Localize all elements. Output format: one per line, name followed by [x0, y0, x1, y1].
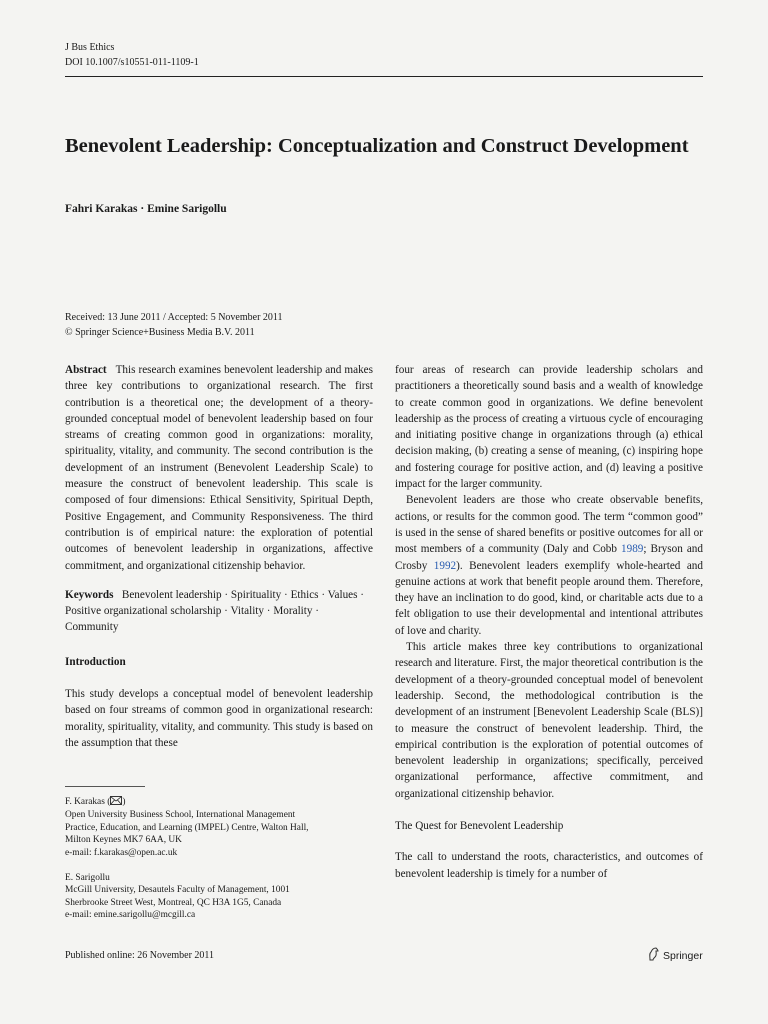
author2-affil-2: Sherbrooke Street West, Montreal, QC H3A 1G5, Canada — [65, 897, 282, 908]
springer-wordmark: Springer — [663, 949, 703, 962]
author1-affil-3: Milton Keynes MK7 6AA, UK — [65, 835, 182, 846]
abstract — [65, 362, 373, 574]
published-online: Published online: 26 November 2011 — [65, 950, 215, 961]
right-paragraph-3: This article makes three key contributions to organizational research and literature. First, the major theoretical contribution is the development of a theory-grounded conceptual model of benevolent leadership. Second, the methodological contribution is the development of an instrument [Benevolent Leadership Scale (BLS)] to measure the construct of benevolent leadership. Third, the empirical contribution is the exploration of potential outcomes of benevolent leadership in organizations; specifically, perceived organizational performance, affective commitment, and organizational citizenship behavior. — [395, 641, 703, 800]
right-paragraph-1: four areas of research can provide leadership scholars and practitioners a theoretically sound basis and a wealth of knowledge to create common good in organizations. We define benevolent leadership as the process of creating a virtuous cycle of encouraging and initiating positive change in organizations through (a) ethical decision making, (b) creating a sense of meaning, (c) inspiring hope and fostering courage for positive action, and (d) leaving a positive impact for the larger community. — [395, 364, 703, 491]
author-affiliations — [65, 796, 385, 922]
author-list: Fahri Karakas · Emine Sarigollu — [65, 203, 227, 215]
springer-horse-icon — [647, 947, 660, 964]
citation-bryson-crosby[interactable]: 1992 — [433, 559, 457, 572]
keywords-label: Keywords — [65, 588, 114, 601]
paper-title: Benevolent Leadership: Conceptualization and Construct Development — [65, 135, 689, 157]
p2-text-b: ; Bryson and Crosby — [395, 543, 703, 572]
keywords — [65, 587, 373, 636]
article-dates — [65, 311, 283, 340]
abstract-label: Abstract — [65, 364, 107, 376]
journal-name: J Bus Ethics — [65, 42, 115, 53]
envelope-icon — [110, 796, 122, 809]
left-column — [65, 362, 373, 751]
author1-affil-2: Practice, Education, and Learning (IMPEL) Centre, Walton Hall, — [65, 822, 309, 833]
citation-daly-cobb[interactable]: 1989 — [621, 543, 644, 556]
journal-header — [65, 40, 199, 70]
introduction-heading: Introduction — [65, 655, 126, 668]
author2-email: e-mail: emine.sarigollu@mcgill.ca — [65, 910, 196, 921]
author1-name-text: F. Karakas ( — [65, 797, 111, 807]
author2-affil-1: McGill University, Desautels Faculty of Management, 1001 — [65, 885, 290, 896]
author2-name: E. Sarigollu — [65, 873, 110, 884]
introduction-paragraph: This study develops a conceptual model of benevolent leadership based on four streams of common good in organizational research: morality, spirituality, vitality, and community. This study is based on the assumption that these — [65, 688, 373, 749]
author1-name-close: ) — [122, 797, 126, 807]
springer-logo — [647, 947, 703, 964]
author1-email: e-mail: f.karakas@open.ac.uk — [65, 847, 178, 858]
section-heading-quest: The Quest for Benevolent Leadership — [395, 820, 564, 833]
received-accepted: Received: 13 June 2011 / Accepted: 5 November 2011 — [65, 312, 283, 323]
author1-affil-1: Open University Business School, International Management — [65, 810, 296, 821]
right-paragraph-2 — [395, 492, 703, 639]
header-rule — [65, 76, 703, 77]
author1-name — [65, 796, 385, 809]
right-paragraph-4: The call to understand the roots, characteristics, and outcomes of benevolent leadership is timely for a number of — [395, 851, 703, 880]
right-column — [395, 362, 703, 882]
journal-doi: DOI 10.1007/s10551-011-1109-1 — [65, 57, 199, 68]
footnote-rule — [65, 786, 145, 787]
abstract-text: This research examines benevolent leadership and makes three key contributions to organizational research. The first contribution is a theoretical one; the development of a theory-grounded conceptual model of benevolent leadership based on four streams of creating common good in organizations: morality, spirituality, vitality, and community. The second contribution is the development of an instrument (Benevolent Leadership Scale) to measure the construct of benevolent leadership. This scale is composed of four dimensions: Ethical Sensitivity, Spiritual Depth, Positive Engagement, and Community Responsiveness. The third contribution is of empirical nature: the exploration of potential outcomes of benevolent leadership in organizations, affective commitment, and organizational citizenship behavior. — [65, 364, 373, 572]
copyright-line: © Springer Science+Business Media B.V. 2011 — [65, 326, 255, 338]
p2-text-a: Benevolent leaders are those who create observable benefits, actions, or results for the common good. The term “common good” is used in the sense of shared benefits or positive outcomes for all or most members of a community (Daly and Cobb — [395, 494, 703, 556]
p2-text-c: ). Benevolent leaders exemplify whole-hearted and genuine actions at work that benefit people around them. Therefore, they have an inclination to do good, kind, or charitable acts due to a felt obligation to use their developmental and intentional attributes of love and charity. — [395, 559, 703, 637]
keywords-text: Benevolent leadership · Spirituality · Ethics · Values · Positive organizational scholarship · Vitality · Morality · Community — [65, 588, 365, 634]
